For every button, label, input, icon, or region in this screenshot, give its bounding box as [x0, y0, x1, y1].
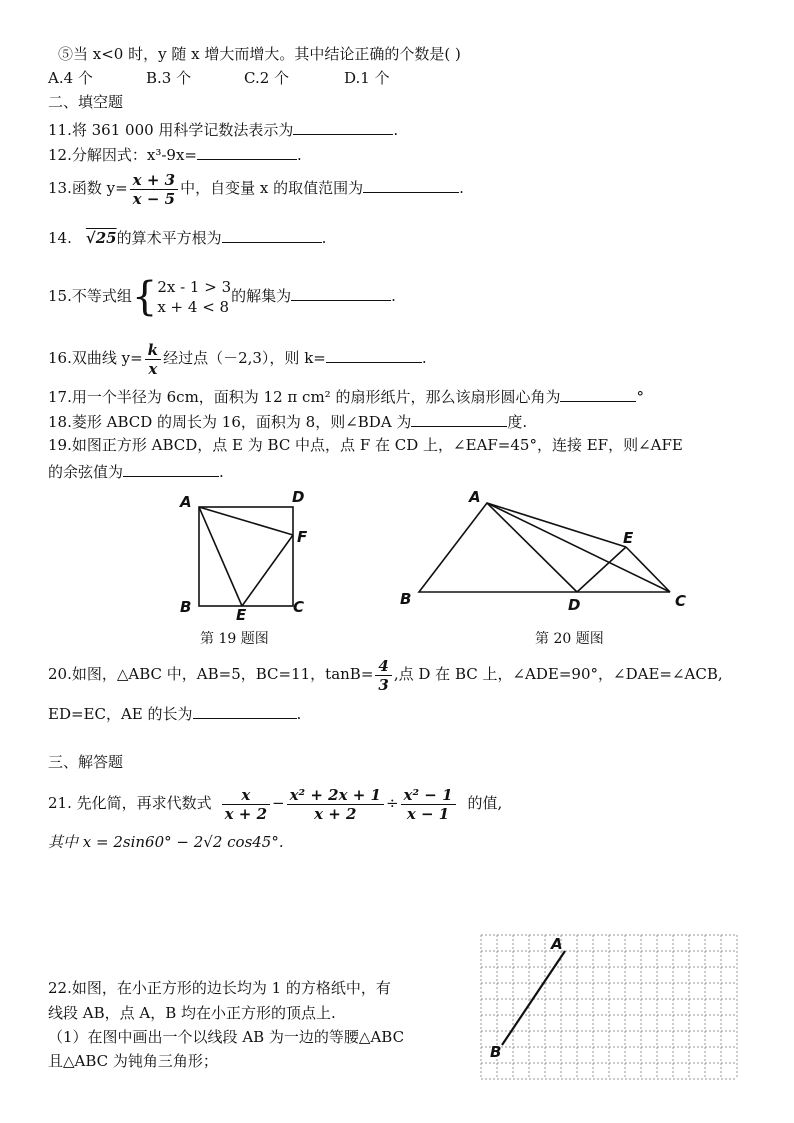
q21-pre: 21. 先化简，再求代数式 — [48, 794, 212, 812]
q11-blank[interactable] — [293, 118, 393, 135]
q15-ineq2: x + 4 < 8 — [157, 298, 230, 316]
fig20-label-d: D — [568, 596, 581, 614]
question-12 — [48, 143, 302, 165]
figure-19 — [170, 488, 320, 623]
q20-numerator: 4 — [375, 657, 391, 676]
fig20-label-e: E — [623, 529, 634, 547]
segment-ae — [487, 503, 626, 547]
q21-f1-den: x + 2 — [224, 804, 268, 823]
q11-text: 11.将 361 000 用科学记数法表示为 — [48, 121, 294, 139]
q18-text: 18.菱形 ABCD 的周长为 16，面积为 8，则∠BDA 为 — [48, 413, 412, 431]
q12-blank[interactable] — [197, 143, 297, 160]
q16-post: 经过点（－2,3），则 k= — [163, 349, 326, 367]
q13-post: 中，自变量 x 的取值范围为 — [180, 179, 364, 197]
q17-text: 17.用一个半径为 6cm，面积为 12 π cm² 的扇形纸片，那么该扇形圆心角为 — [48, 388, 561, 406]
q14-radical: √25 — [85, 229, 117, 247]
question-13 — [48, 168, 464, 208]
q19-text: 的余弦值为 — [48, 463, 124, 481]
grid-label-b: B — [490, 1043, 502, 1061]
q21-fraction-1 — [222, 786, 270, 823]
q15-post: 的解集为 — [231, 287, 292, 305]
segment-ec — [626, 547, 670, 592]
q21-f3-den: x − 1 — [406, 804, 450, 823]
fig19-label-a: A — [180, 493, 192, 511]
q10-options — [48, 68, 390, 88]
question-20-line1 — [48, 654, 723, 694]
q10-statement: ⑤当 x<0 时，y 随 x 增大而增大。其中结论正确的个数是( ) — [58, 45, 461, 63]
fig20-label-b: B — [400, 590, 412, 608]
q13-fraction — [130, 171, 178, 208]
q20-denominator: 3 — [378, 675, 389, 694]
q12-text: 12.分解因式：x³-9x= — [48, 146, 197, 164]
segment-ad — [487, 503, 577, 592]
q14-blank[interactable] — [222, 226, 322, 243]
q20-end: . — [296, 705, 302, 723]
q20-fraction — [375, 657, 391, 694]
q13-numerator: x + 3 — [130, 171, 178, 190]
option-c: C.2 个 — [244, 69, 290, 87]
question-15 — [48, 272, 396, 320]
q13-end: . — [459, 179, 464, 197]
q21-fraction-2 — [287, 786, 384, 823]
q21-fraction-3 — [401, 786, 456, 823]
segment-de — [577, 547, 626, 592]
question-22-line4: 且△ABC 为钝角三角形； — [48, 1052, 218, 1070]
question-21-line1 — [48, 780, 502, 826]
option-a: A.4 个 — [48, 69, 93, 87]
section-fill-in-title: 二、填空题 — [48, 93, 124, 111]
fig20-label-a: A — [469, 488, 481, 506]
fig19-caption: 第 19 题图 — [200, 631, 269, 647]
q15-brace: { — [131, 274, 158, 320]
q14-pre: 14. — [48, 229, 72, 247]
grid-label-a: A — [551, 935, 563, 953]
triangle-abc — [419, 503, 670, 592]
q20-post: ,点 D 在 BC 上，∠ADE=90°，∠DAE=∠ACB, — [393, 665, 723, 683]
fig19-label-e: E — [236, 606, 247, 623]
q13-denominator: x − 5 — [132, 189, 176, 208]
q21-f2-den: x + 2 — [314, 804, 357, 823]
q15-system — [157, 277, 231, 317]
q20-text: ED=EC，AE 的长为 — [48, 705, 193, 723]
segment-af — [199, 507, 293, 535]
q21-divide: ÷ — [385, 794, 399, 812]
q15-pre: 15.不等式组 — [48, 287, 132, 305]
q13-blank[interactable] — [363, 176, 459, 193]
q16-numerator: k — [145, 341, 161, 360]
q17-end: ° — [636, 388, 644, 406]
segment-ae — [199, 507, 242, 606]
q19-blank[interactable] — [123, 460, 219, 477]
question-18 — [48, 410, 527, 432]
q12-end: . — [296, 146, 302, 164]
q16-end: . — [421, 349, 427, 367]
fig20-label-c: C — [675, 592, 687, 610]
q21-f3-num: x² − 1 — [401, 786, 456, 805]
q21-f1-num: x — [222, 786, 270, 805]
question-22-line3: （1）在图中画出一个以线段 AB 为一边的等腰△ABC — [48, 1028, 405, 1046]
q21-post: 的值, — [467, 794, 503, 812]
question-22-line2: 线段 AB，点 A，B 均在小正方形的顶点上. — [48, 1004, 336, 1022]
q17-blank[interactable] — [560, 385, 636, 402]
q15-ineq1: 2x - 1 > 3 — [157, 278, 232, 296]
question-21-line2: 其中 x = 2sin60° − 2√2 cos45°. — [48, 833, 284, 851]
q18-end: 度. — [507, 413, 528, 431]
q21-minus: − — [272, 794, 285, 812]
fig20-caption: 第 20 题图 — [535, 631, 604, 647]
q18-blank[interactable] — [411, 410, 507, 427]
q20-blank[interactable] — [193, 702, 297, 719]
q13-pre: 13.函数 y= — [48, 179, 128, 197]
q19-end: . — [219, 463, 224, 481]
segment-ef — [242, 535, 293, 606]
fig19-label-f: F — [297, 528, 308, 546]
q15-end: . — [391, 287, 396, 305]
q16-fraction — [145, 341, 161, 378]
q16-denominator: x — [148, 359, 158, 378]
grid-paper[interactable] — [478, 932, 743, 1092]
q21-f2-num: x² + 2x + 1 — [287, 786, 384, 805]
option-b: B.3 个 — [146, 69, 192, 87]
q14-post: 的算术平方根为 — [116, 229, 222, 247]
q16-blank[interactable] — [326, 346, 422, 363]
q11-end: . — [393, 121, 399, 139]
question-16 — [48, 338, 427, 378]
q16-pre: 16.双曲线 y= — [48, 349, 143, 367]
q20-pre: 20.如图，△ABC 中，AB=5，BC=11，tanB= — [48, 665, 374, 683]
question-19-line1: 19.如图正方形 ABCD，点 E 为 BC 中点，点 F 在 CD 上，∠EAF=45°，连接 EF，则∠AFE — [48, 436, 683, 454]
question-19-line2 — [48, 460, 224, 482]
fig19-label-b: B — [180, 598, 192, 616]
question-14 — [48, 226, 326, 248]
question-20-line2 — [48, 702, 301, 724]
question-11 — [48, 118, 398, 140]
section-solve-title: 三、解答题 — [48, 753, 124, 771]
question-22-line1: 22.如图，在小正方形的边长均为 1 的方格纸中，有 — [48, 979, 391, 997]
q14-end: . — [321, 229, 327, 247]
question-17 — [48, 385, 644, 407]
q15-blank[interactable] — [291, 284, 391, 301]
fig19-label-d: D — [292, 488, 305, 506]
option-d: D.1 个 — [344, 69, 390, 87]
fig19-label-c: C — [293, 598, 305, 616]
square-abcd — [199, 507, 293, 606]
figure-20 — [395, 486, 700, 616]
